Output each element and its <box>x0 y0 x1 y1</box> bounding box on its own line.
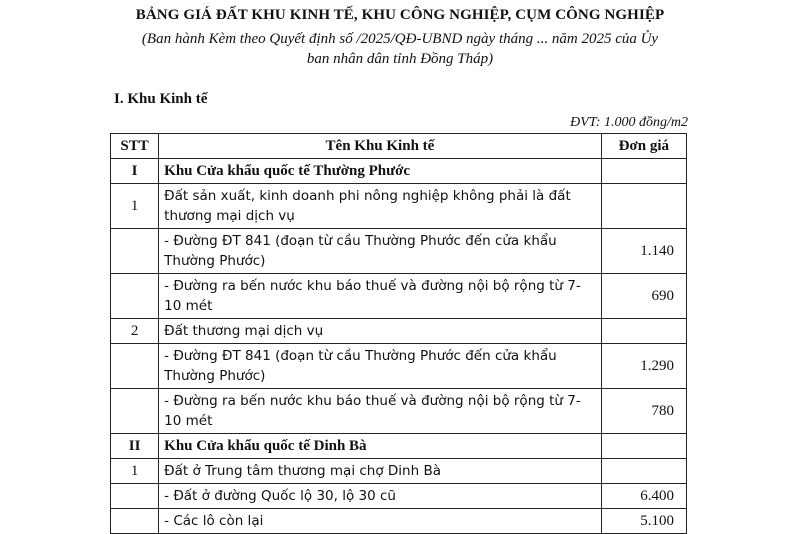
row-stt: 1 <box>111 184 159 229</box>
row-name: - Đường ĐT 841 (đoạn từ cầu Thường Phước đến cửa khẩu Thường Phước) <box>159 344 602 389</box>
row-price <box>601 319 686 344</box>
table-row <box>111 319 687 344</box>
table-row <box>111 484 687 509</box>
row-stt: 1 <box>111 459 159 484</box>
row-name: - Đường ra bến nước khu báo thuế và đường nội bộ rộng từ 7-10 mét <box>159 274 602 319</box>
row-name: - Đường ra bến nước khu báo thuế và đường nội bộ rộng từ 7-10 mét <box>159 389 602 434</box>
unit-note: ĐVT: 1.000 đồng/m2 <box>570 115 688 130</box>
table-row <box>111 509 687 534</box>
subtitle-line-2: ban nhân dân tỉnh Đồng Tháp) <box>306 51 494 67</box>
header-price: Đơn giá <box>601 134 686 159</box>
row-stt <box>111 509 159 534</box>
row-stt: 2 <box>111 319 159 344</box>
row-price <box>601 184 686 229</box>
table-row <box>111 389 687 434</box>
section-heading: I. Khu Kinh tế <box>114 91 208 107</box>
header-name: Tên Khu Kinh tế <box>159 134 602 159</box>
row-name: Đất sản xuất, kinh doanh phi nông nghiệp không phải là đất thương mại dịch vụ <box>159 184 602 229</box>
table-row <box>111 459 687 484</box>
row-stt <box>111 229 159 274</box>
row-price: 780 <box>601 389 686 434</box>
header-stt: STT <box>111 134 159 159</box>
table-row <box>111 434 687 459</box>
row-price: 6.400 <box>601 484 686 509</box>
row-price <box>601 459 686 484</box>
row-name: Đất ở Trung tâm thương mại chợ Dinh Bà <box>159 459 602 484</box>
table-row <box>111 274 687 319</box>
row-name: - Đất ở đường Quốc lộ 30, lộ 30 cũ <box>159 484 602 509</box>
row-stt <box>111 484 159 509</box>
table-row <box>111 229 687 274</box>
row-name: - Các lô còn lại <box>159 509 602 534</box>
row-name: Khu Cửa khẩu quốc tế Thường Phước <box>159 159 602 184</box>
table-row <box>111 159 687 184</box>
row-price <box>601 159 686 184</box>
row-stt <box>111 389 159 434</box>
row-name: - Đường ĐT 841 (đoạn từ cầu Thường Phước đến cửa khẩu Thường Phước) <box>159 229 602 274</box>
row-price: 1.140 <box>601 229 686 274</box>
table-row <box>111 344 687 389</box>
land-price-table <box>110 133 687 534</box>
subtitle-line-1: (Ban hành Kèm theo Quyết định số /2025/QĐ-UBND ngày tháng ... năm 2025 của Ủy <box>141 31 659 47</box>
row-stt <box>111 344 159 389</box>
table-header-row <box>111 134 687 159</box>
row-price: 690 <box>601 274 686 319</box>
row-stt: II <box>111 434 159 459</box>
row-stt: I <box>111 159 159 184</box>
row-price: 1.290 <box>601 344 686 389</box>
row-stt <box>111 274 159 319</box>
row-name: Khu Cửa khẩu quốc tế Dinh Bà <box>159 434 602 459</box>
row-price: 5.100 <box>601 509 686 534</box>
row-name: Đất thương mại dịch vụ <box>159 319 602 344</box>
document-subtitle <box>110 29 690 69</box>
row-price <box>601 434 686 459</box>
table-row <box>111 184 687 229</box>
document-title: BẢNG GIÁ ĐẤT KHU KINH TẾ, KHU CÔNG NGHIỆP, CỤM CÔNG NGHIỆP <box>135 7 665 23</box>
table-body <box>111 159 687 534</box>
